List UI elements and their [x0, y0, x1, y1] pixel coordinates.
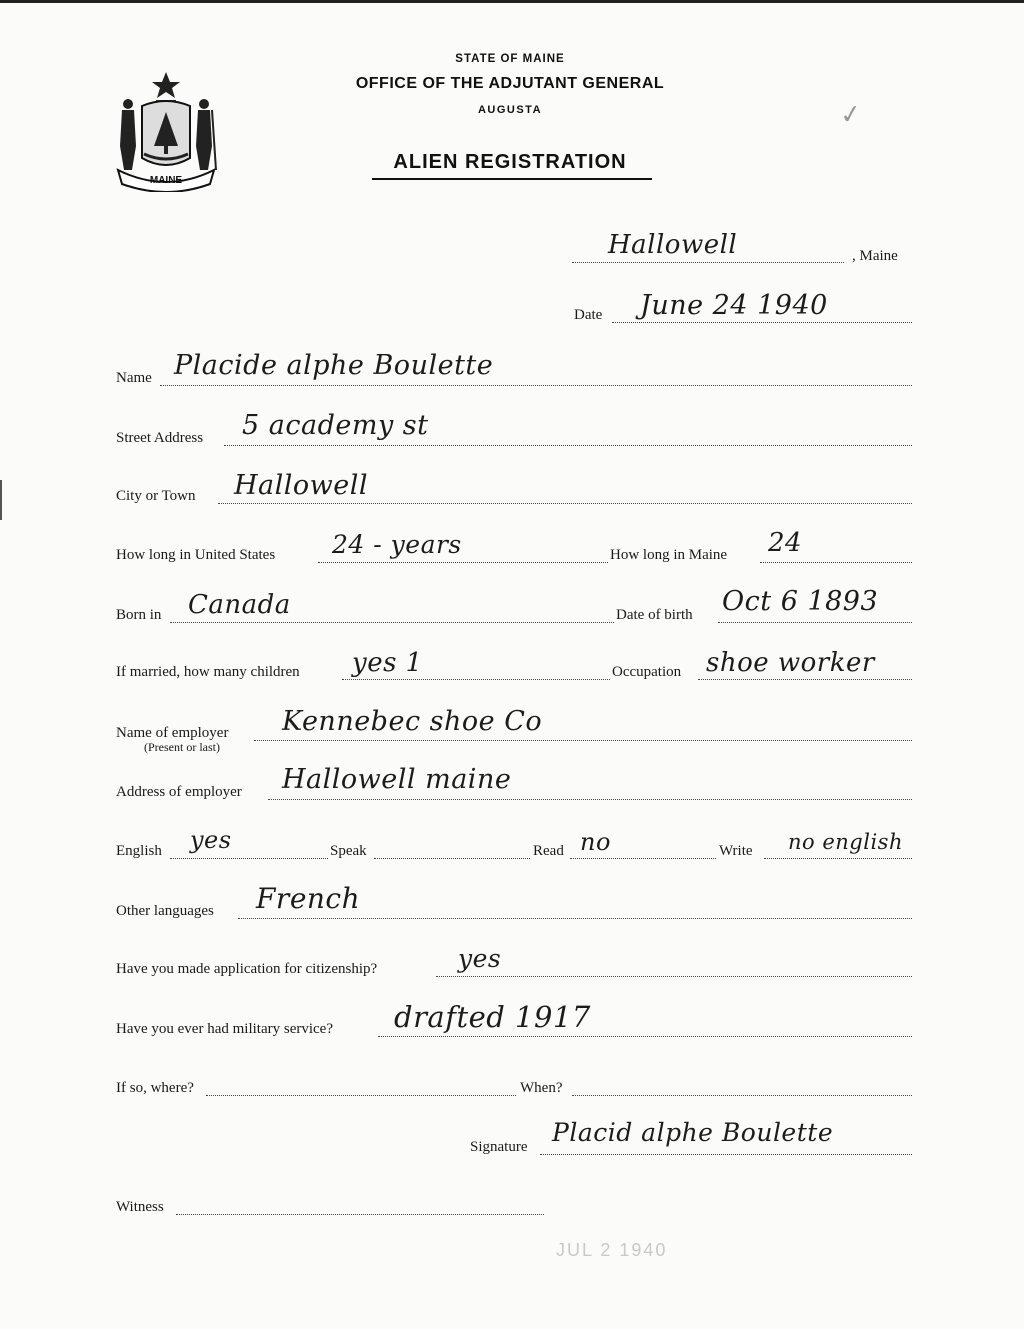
name-value: Placide alphe Boulette: [174, 350, 494, 381]
where-line: [206, 1095, 516, 1096]
born-in-line: [170, 622, 614, 623]
signature-line: [540, 1154, 912, 1155]
military-label: Have you ever had military service?: [116, 1021, 333, 1037]
years-maine-value: 24: [768, 528, 803, 558]
when-line: [572, 1095, 912, 1096]
town-value: Hallowell: [608, 230, 738, 260]
years-us-label: How long in United States: [116, 547, 276, 563]
other-languages-label: Other languages: [116, 903, 214, 919]
city-label: City or Town: [116, 488, 196, 504]
children-line: [342, 679, 610, 680]
date-line: [612, 322, 912, 323]
occupation-label: Occupation: [612, 664, 682, 680]
form-title: ALIEN REGISTRATION: [393, 151, 627, 173]
english-line: [170, 858, 328, 859]
maine-state-seal: [112, 66, 220, 192]
english-label: English: [116, 843, 162, 859]
employer-address-value: Hallowell maine: [282, 764, 512, 795]
town-line: [572, 262, 844, 263]
witness-line: [176, 1214, 544, 1215]
occupation-value: shoe worker: [706, 648, 875, 678]
citizenship-line: [436, 976, 912, 977]
city-line: [218, 503, 912, 504]
check-mark: ✓: [838, 98, 864, 132]
header-office: OFFICE OF THE ADJUTANT GENERAL: [355, 75, 665, 92]
when-label: When?: [520, 1080, 563, 1096]
street-address-line: [224, 445, 912, 446]
date-label: Date: [574, 307, 603, 323]
write-line: [764, 858, 912, 859]
years-maine-label: How long in Maine: [610, 547, 728, 563]
employer-name-value: Kennebec shoe Co: [282, 706, 543, 737]
header-state: STATE OF MAINE: [455, 53, 565, 65]
read-value: no: [580, 828, 611, 856]
years-maine-line: [760, 562, 912, 563]
military-value: drafted 1917: [394, 1000, 591, 1034]
maine-label: , Maine: [852, 248, 898, 264]
citizenship-label: Have you made application for citizenship?: [116, 961, 378, 977]
street-address-value: 5 academy st: [242, 410, 429, 441]
signature-label: Signature: [470, 1139, 528, 1155]
citizenship-value: yes: [458, 944, 502, 973]
employer-address-line: [268, 799, 912, 800]
born-in-label: Born in: [116, 607, 162, 623]
dob-label: Date of birth: [616, 607, 693, 623]
employer-address-label: Address of employer: [116, 784, 242, 800]
born-in-value: Canada: [188, 590, 291, 620]
received-stamp: JUL 2 1940: [556, 1240, 668, 1260]
city-value: Hallowell: [234, 470, 369, 501]
header-city: AUGUSTA: [477, 104, 543, 116]
employer-name-label: Name of employer: [116, 725, 229, 741]
write-value: no english: [788, 830, 903, 854]
seal-text: MAINE: [149, 175, 183, 186]
signature-value: Placid alphe Boulette: [552, 1118, 834, 1147]
date-value: June 24 1940: [640, 290, 828, 321]
occupation-line: [698, 679, 912, 680]
employer-name-note: (Present or last): [144, 740, 220, 754]
speak-label: Speak: [330, 843, 367, 859]
read-label: Read: [533, 843, 564, 859]
employer-name-line: [254, 740, 912, 741]
speak-line: [374, 858, 530, 859]
english-value: yes: [190, 826, 232, 854]
scan-left-mark: [0, 480, 2, 520]
dob-value: Oct 6 1893: [722, 586, 879, 617]
years-us-line: [318, 562, 608, 563]
dob-line: [718, 622, 912, 623]
children-value: yes 1: [352, 648, 423, 678]
street-address-label: Street Address: [116, 430, 204, 446]
where-label: If so, where?: [116, 1080, 194, 1096]
years-us-value: 24 - years: [332, 530, 462, 559]
name-line: [160, 385, 912, 386]
children-label: If married, how many children: [116, 664, 300, 680]
read-line: [570, 858, 716, 859]
witness-label: Witness: [116, 1199, 164, 1215]
military-line: [378, 1036, 912, 1037]
name-label: Name: [116, 370, 152, 386]
other-languages-value: French: [256, 882, 361, 915]
title-underline: [372, 178, 652, 180]
scan-top-edge: [0, 0, 1024, 3]
other-languages-line: [238, 918, 912, 919]
write-label: Write: [719, 843, 753, 859]
